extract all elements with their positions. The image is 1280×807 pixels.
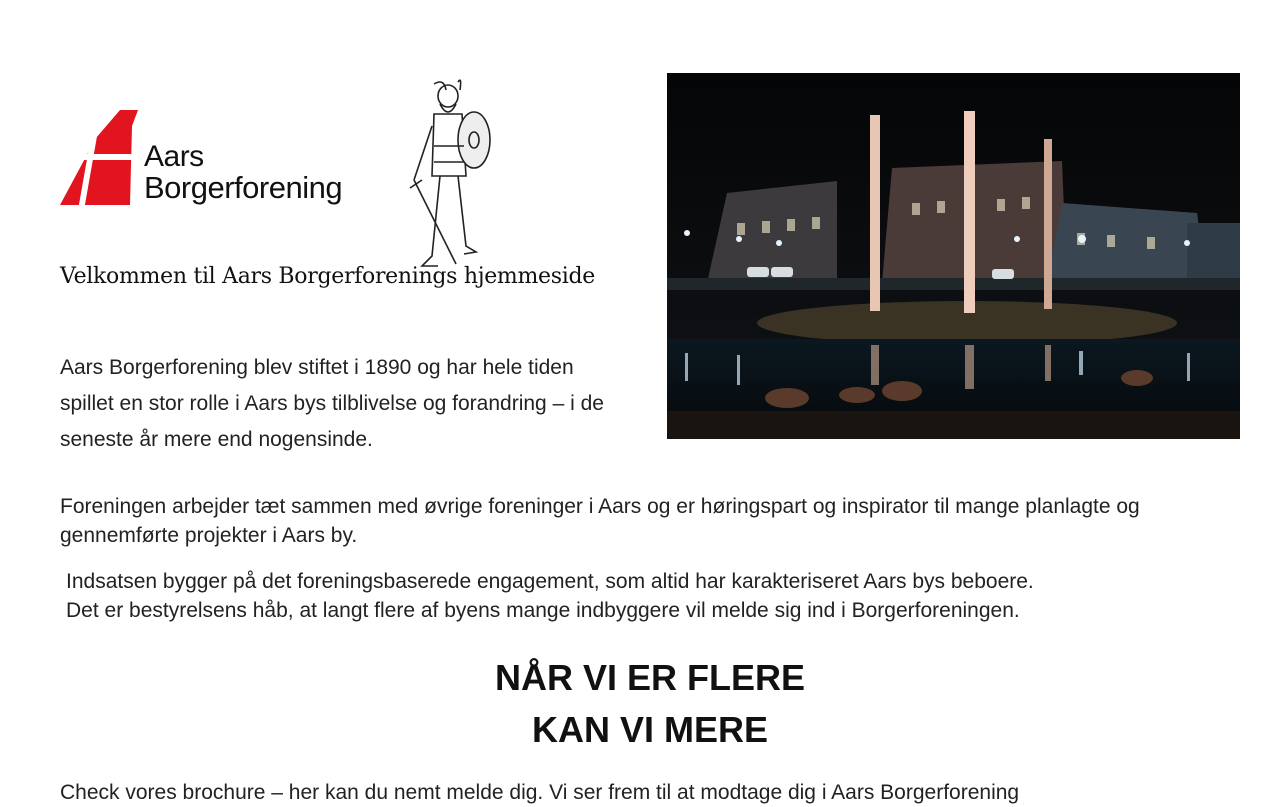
slogan-line-1: NÅR VI ER FLERE: [494, 657, 806, 698]
cooperation-paragraph: Foreningen arbejder tæt sammen med øvrige foreninger i Aars og er høringspart og inspirator til mange planlagte og gennemførte projekter i Aars by.: [60, 495, 1140, 547]
intro-paragraph: Aars Borgerforening blev stiftet i 1890 og har hele tiden spillet en stor rolle i Aars bys tilblivelse og forandring – i de seneste år mere end nogensinde.: [60, 356, 604, 451]
aars-logo-mark-icon: [60, 108, 144, 208]
welcome-heading: Velkommen til Aars Borgerforenings hjemmeside: [60, 264, 596, 289]
site-logo[interactable]: [60, 108, 362, 210]
logo-text-borgerforening: Borgerforening: [144, 170, 343, 205]
logo-text-aars: Aars: [144, 140, 204, 173]
slogan-heading: [0, 652, 1280, 756]
brochure-paragraph: Check vores brochure – her kan du nemt melde dig. Vi ser frem til at modtage dig i Aars Borgerforening: [60, 781, 1020, 804]
engagement-paragraph: [66, 567, 1226, 625]
viking-statue-illustration: [404, 76, 500, 272]
slogan-line-2: KAN VI MERE: [531, 709, 769, 750]
engagement-line-1: Indsatsen bygger på det foreningsbaserede engagement, som altid har karakteriseret Aars bys beboere.: [66, 570, 1034, 593]
hero-photo: [667, 73, 1240, 439]
engagement-line-2: Det er bestyrelsens håb, at langt flere af byens mange indbyggere vil melde sig ind i Borgerforeningen.: [66, 599, 1020, 622]
